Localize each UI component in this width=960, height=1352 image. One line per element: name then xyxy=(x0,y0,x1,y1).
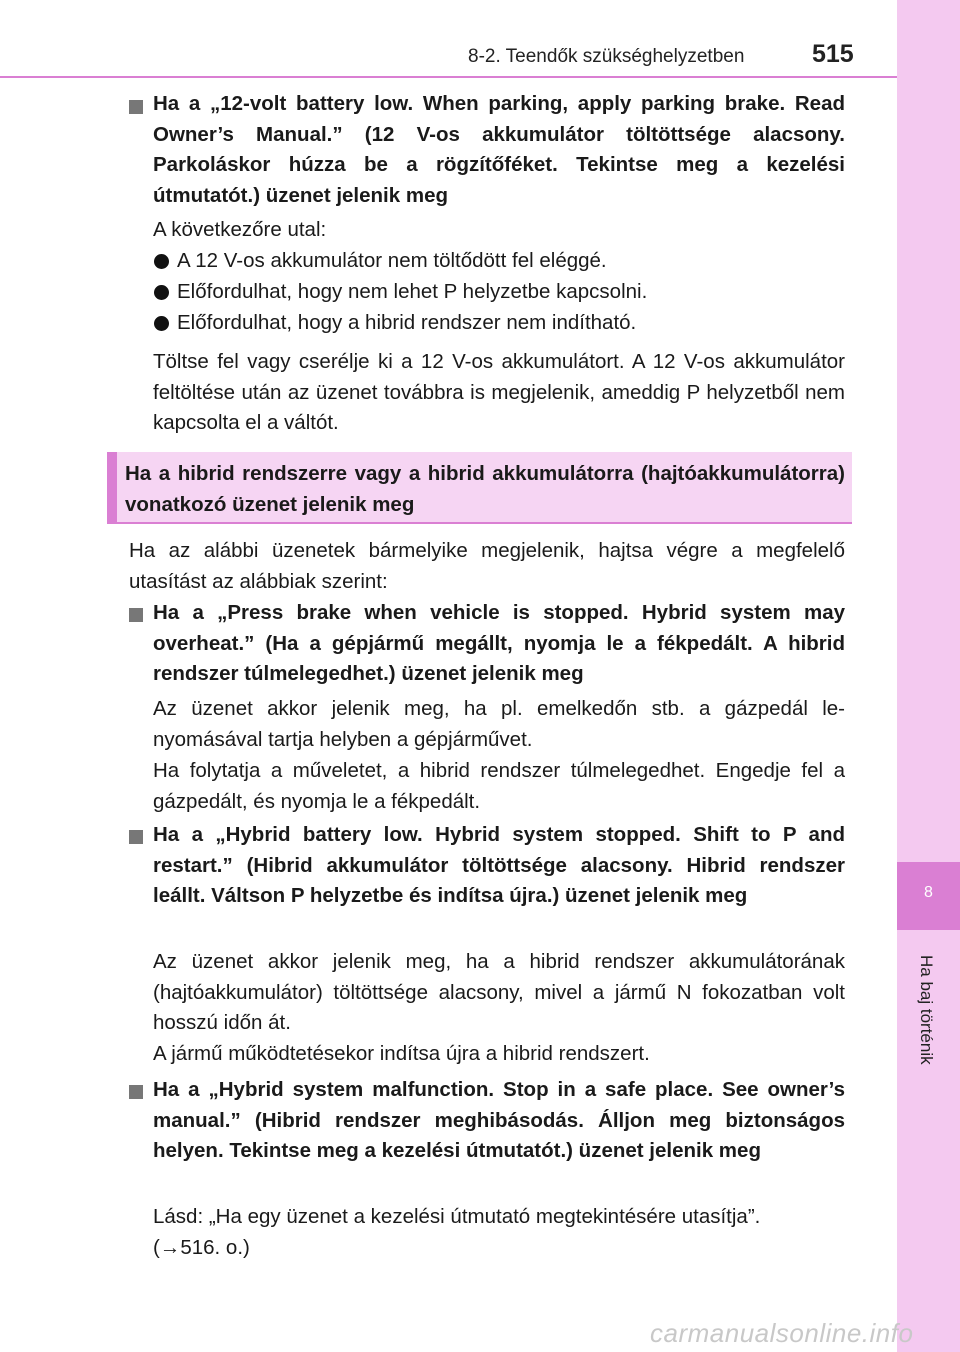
item1-bullet-2: Előfordulhat, hogy nem lehet P helyzetbe kapcsolni. xyxy=(177,280,648,303)
header-section-title: 8-2. Teendők szükséghelyzetben xyxy=(468,46,745,67)
item1-body: Töltse fel vagy cserélje ki a 12 V-os akkumulátort. A 12 V-os akkumulátor feltöltése után az üzenet továbbra is megjelenik, ameddig P helyzetből nem kapcsolta el a váltót. xyxy=(153,350,845,434)
item1-heading: Ha a „12-volt battery low. When parking, apply parking brake. Read Owner’s Manual.” (12 V-os akkumulátor töltöttsége alacsony. Parkoláskor húzza be a rögzítőféket. Tekintse meg a kezelési útmutatót.) üzenet jelenik meg xyxy=(153,92,845,207)
reference-open-paren: ( xyxy=(153,1236,160,1259)
item1-bullet-1: A 12 V-os akkumulátor nem töltődött fel eléggé. xyxy=(177,249,607,272)
intro-paragraph: Ha az alábbi üzenetek bármelyike megjelenik, hajtsa végre a megfelelő utasítást az alábbiak szerint: xyxy=(129,539,845,593)
item2-body-2: Ha folytatja a műveletet, a hibrid rendszer túlmelegedhet. Engedje fel a gázpedált, és nyomja le a fékpedált. xyxy=(153,759,845,813)
reference-page: 516. o.) xyxy=(180,1236,250,1259)
watermark: carmanualsonline.info xyxy=(650,1318,914,1348)
item1-intro: A következőre utal: xyxy=(153,218,327,241)
chapter-title: Ha baj történik xyxy=(917,955,936,1065)
item4-body: Lásd: „Ha egy üzenet a kezelési útmutató megtekintésére utasítja”. xyxy=(153,1205,761,1228)
round-bullet-icon xyxy=(154,254,169,269)
page-number: 515 xyxy=(812,40,854,68)
round-bullet-icon xyxy=(154,316,169,331)
arrow-right-icon: → xyxy=(159,1236,181,1259)
item3-body-1: Az üzenet akkor jelenik meg, ha a hibrid rendszer akkumulátorának (hajtóakkumulátor) töltöttsége alacsony, mivel a jármű N fokozatban volt hosszú időn át. xyxy=(153,950,845,1034)
item3-heading: Ha a „Hybrid battery low. Hybrid system stopped. Shift to P and restart.” (Hibrid akkumulátor töltöttsége alacsony. Hibrid rendszer leállt. Váltson P helyzetbe és indítsa újra.) üzenet jelenik meg xyxy=(153,823,845,907)
chapter-number: 8 xyxy=(924,884,933,901)
square-bullet-icon xyxy=(129,1085,143,1099)
item2-body-1: Az üzenet akkor jelenik meg, ha pl. emelkedőn stb. a gázpedál lenyomásával tartja helyben a gépjárművet. xyxy=(153,697,845,751)
callout-title: Ha a hibrid rendszerre vagy a hibrid akkumulátorra (hajtóakkumulátorra) vonatkozó üzenet jelenik meg xyxy=(125,462,845,516)
item3-body-2: A jármű működtetésekor indítsa újra a hibrid rendszert. xyxy=(153,1042,650,1065)
side-tab xyxy=(897,0,960,1352)
item4-heading: Ha a „Hybrid system malfunction. Stop in a safe place. See owner’s manual.” (Hibrid rendszer meghibásodás. Álljon meg biztonságos helyen. Tekintse meg a kezelési útmutatót.) üzenet jelenik meg xyxy=(153,1078,845,1162)
square-bullet-icon xyxy=(129,830,143,844)
item2-heading: Ha a „Press brake when vehicle is stopped. Hybrid system may overheat.” (Ha a gépjármű megállt, nyomja le a fékpedált. A hibrid rendszer túlmelegedhet.) üzenet jelenik meg xyxy=(153,601,845,685)
item1-bullet-3: Előfordulhat, hogy a hibrid rendszer nem indítható. xyxy=(177,311,637,334)
item4-reference xyxy=(153,1233,845,1264)
round-bullet-icon xyxy=(154,285,169,300)
square-bullet-icon xyxy=(129,608,143,622)
square-bullet-icon xyxy=(129,100,143,114)
header-rule xyxy=(0,76,897,78)
